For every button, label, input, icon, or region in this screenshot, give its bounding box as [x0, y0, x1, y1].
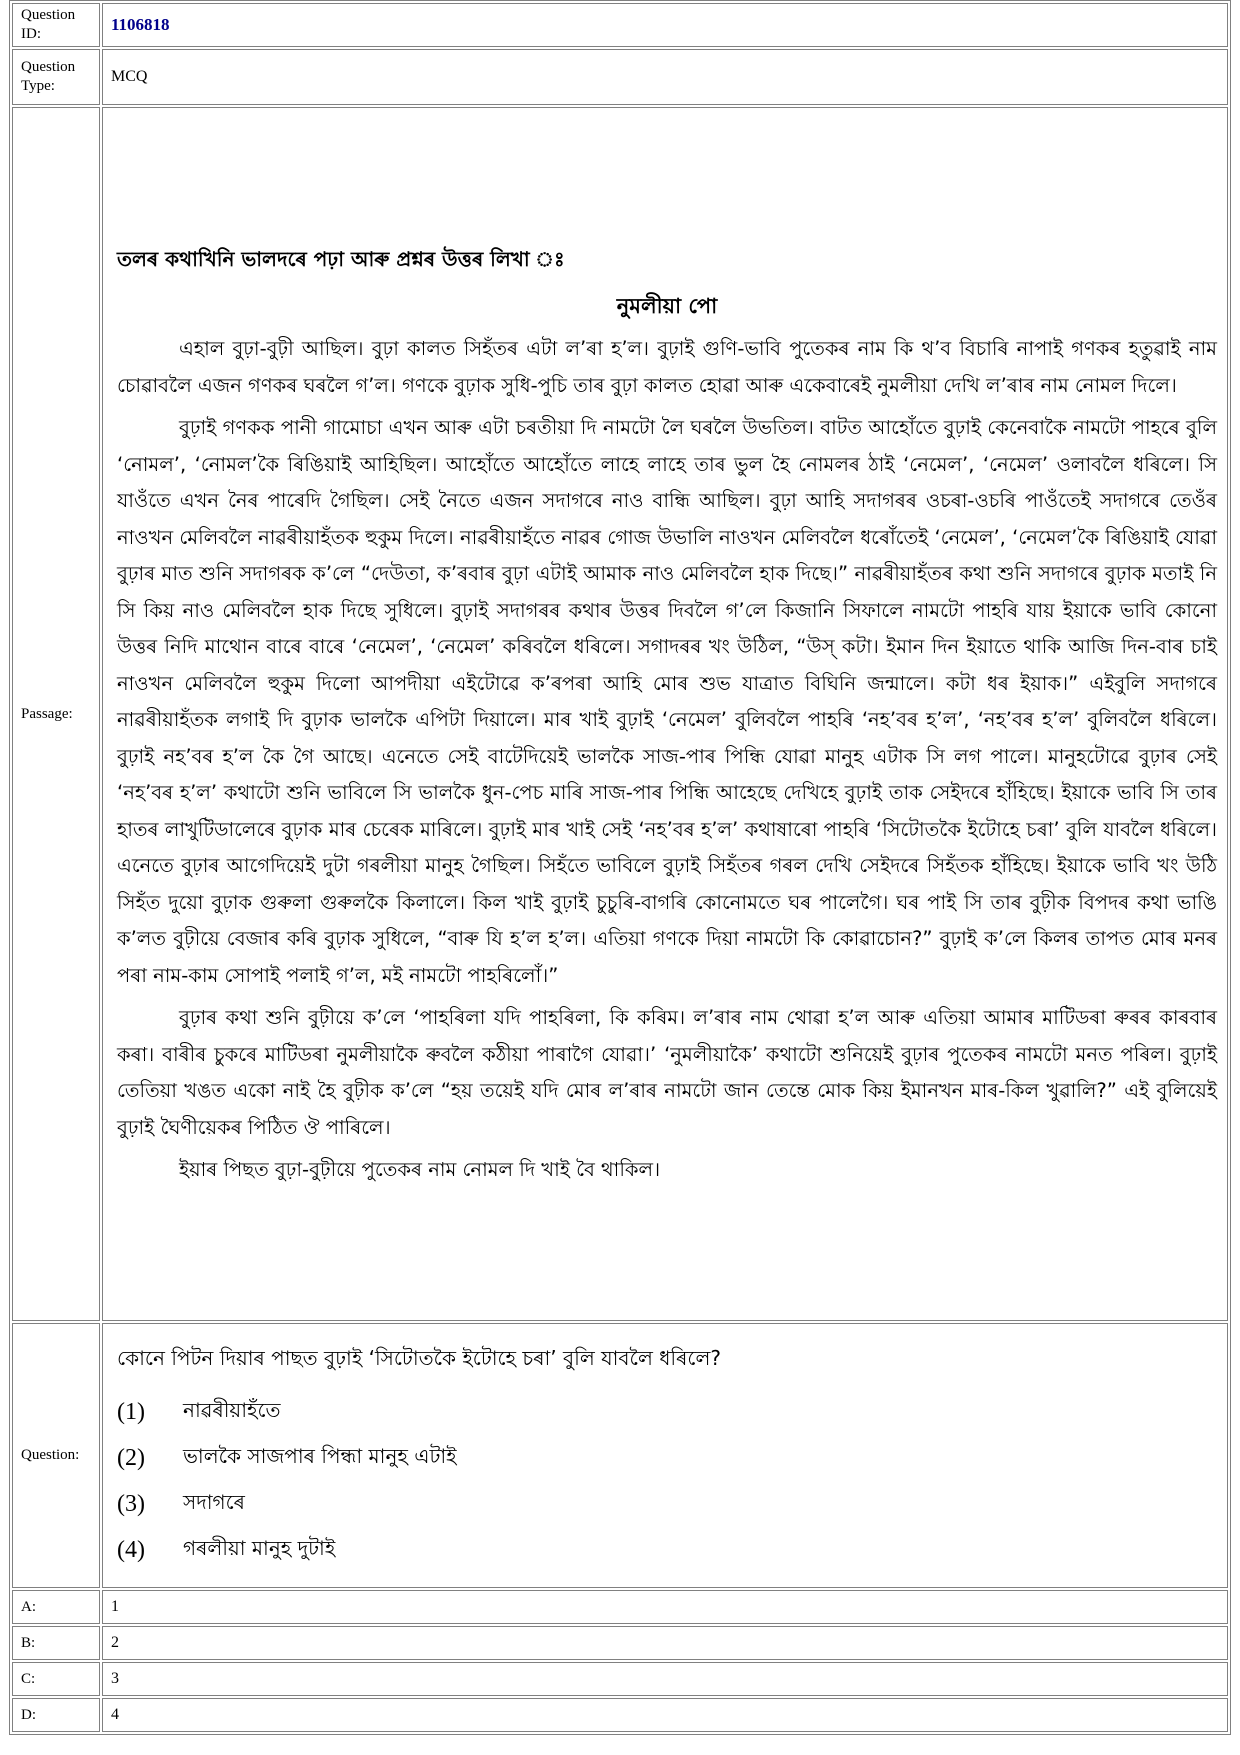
answer-row-a	[12, 1590, 1228, 1624]
question-table	[9, 0, 1231, 1735]
question-text: কোনে পিটন দিয়াৰ পাছত বুঢ়াই ‘সিটোতকৈ ইটোহে চৰা’ বুলি যাবলৈ ধৰিলে?	[117, 1346, 721, 1370]
option-text: সদাগৰে	[183, 1489, 245, 1514]
option-1	[117, 1389, 1217, 1435]
option-text: ভালকৈ সাজপাৰ পিন্ধা মানুহ এটাই	[183, 1443, 457, 1468]
answer-value: 4	[102, 1698, 1228, 1732]
question-cell	[102, 1323, 1228, 1588]
passage-paragraph: এহাল বুঢ়া-বুঢ়ী আছিল। বুঢ়া কালত সিহঁতৰ এটা ল’ৰা হ’ল। বুঢ়াই গুণি-ভাবি পুতেকৰ নাম কি থ’ব বিচাৰি নাপাই গণকৰ হতুৱাই নাম চোৱাবলৈ এজন গণকৰ ঘৰলৈ গ’ল। গণকে বুঢ়াক সুধি-পুচি তাৰ বুঢ়া কালত হোৱা আৰু একেবাৰেই নুমলীয়া দেখি ল’ৰাৰ নাম নোমল দিলে।	[117, 337, 1217, 397]
answer-label: C:	[12, 1662, 100, 1696]
option-text: নাৱৰীয়াহঁতে	[183, 1397, 281, 1422]
answer-value: 3	[102, 1662, 1228, 1696]
answer-label: B:	[12, 1626, 100, 1660]
passage-paragraph: ইয়াৰ পিছত বুঢ়া-বুঢ়ীয়ে পুতেকৰ নাম নোমল দি খাই বৈ থাকিল।	[179, 1158, 661, 1182]
answer-label: D:	[12, 1698, 100, 1732]
option-4	[117, 1527, 1217, 1573]
question-type-label: Question Type:	[12, 49, 100, 105]
answer-value: 2	[102, 1626, 1228, 1660]
question-id-label: Question ID:	[12, 3, 100, 47]
question-id-value: 1106818	[111, 15, 170, 34]
passage-instruction: তলৰ কথাখিনি ভালদৰে পঢ়া আৰু প্ৰশ্নৰ উত্তৰ লিখা ঃ	[117, 247, 565, 272]
passage-label: Passage:	[12, 107, 100, 1321]
option-number: (4)	[117, 1536, 145, 1563]
option-3	[117, 1481, 1217, 1527]
passage-paragraph: বুঢ়াৰ কথা শুনি বুঢ়ীয়ে ক’লে ‘পাহৰিলা যদি পাহৰিলা, কি কৰিম। ল’ৰাৰ নাম থোৱা হ’ল আৰু এতিয়া আমাৰ মাটিডৰা ৰুৰৰ কাৰবাৰ কৰা। বাৰীৰ চুকৰে মাটিডৰা নুমলীয়াকৈ ৰুবলৈ কঠীয়া পাৰাগৈ যোৱা।’ ‘নুমলীয়াকৈ’ কথাটো শুনিয়েই বুঢ়াৰ পুতেকৰ নামটো মনত পৰিল। বুঢ়াই তেতিয়া খঙত একো নাই হৈ বুঢ়ীক ক’লে “হয় তয়েই যদি মোৰ ল’ৰাৰ নামটো জান তেন্তে মোক কিয় ইমানখন মাৰ-কিল খুৱালি?” এই বুলিয়েই বুঢ়াই ঘৈণীয়েকৰ পিঠিত ঔ পাৰিলে।	[117, 1006, 1217, 1139]
question-type-row	[12, 49, 1228, 105]
question-row	[12, 1323, 1228, 1588]
option-number: (3)	[117, 1490, 145, 1517]
question-id-cell	[102, 3, 1228, 47]
answer-row-d	[12, 1698, 1228, 1732]
passage-title: নুমলীয়া পো	[616, 294, 718, 319]
passage-cell	[102, 107, 1228, 1321]
answer-label: A:	[12, 1590, 100, 1624]
passage-row	[12, 107, 1228, 1321]
question-id-row	[12, 3, 1228, 47]
answer-row-c	[12, 1662, 1228, 1696]
option-number: (2)	[117, 1444, 145, 1471]
passage-paragraph: বুঢ়াই গণকক পানী গামোচা এখন আৰু এটা চৰতীয়া দি নামটো লৈ ঘৰলৈ উভতিল। বাটত আহোঁতে বুঢ়াই কেনেবাকৈ নামটো পাহৰে বুলি ‘নোমল’, ‘নোমল’কৈ ৰিঙিয়াই আহিছিল। আহোঁতে আহোঁতে লাহে লাহে তাৰ ভুল হৈ নোমলৰ ঠাই ‘নেমেল’, ‘নেমেল’ ওলাবলৈ ধৰিলে। সি যাওঁতে এখন নৈৰ পাৰেদি গৈছিল। সেই নৈতে এজন সদাগৰে নাও বান্ধি আছিল। বুঢ়া আহি সদাগৰৰ ওচৰা-ওচৰি পাওঁতেই সদাগৰে তেওঁৰ নাওখন মেলিবলৈ নাৱৰীয়াহঁতক হুকুম দিলে। নাৱৰীয়াহঁতে নাৱৰ গোজ উভালি নাওখন মেলিবলৈ ধৰোঁতেই ‘নেমেল’, ‘নেমেল’কৈ ৰিঙিয়াই যোৱা বুঢ়াৰ মাত শুনি সদাগৰক ক’লে “দেউতা, ক’ৰবাৰ বুঢ়া এটাই আমাক নাও মেলিবলৈ হাক দিছে।” নাৱৰীয়াহঁতৰ কথা শুনি সদাগৰে বুঢ়াক মতাই নি সি কিয় নাও মেলিবলৈ হাক দিছে সুধিলে। বুঢ়াই সদাগৰৰ কথাৰ উত্তৰ দিবলৈ গ’লে কিজানি সিফালে নামটো পাহৰি যায় ইয়াকে ভাবি কোনো উত্তৰ নিদি মাথোন বাৰে বাৰে ‘নেমেল’, ‘নেমেল’ কৰিবলৈ ধৰিলে। সগাদৰৰ খং উঠিল, “উস্ কটা। ইমান দিন ইয়াতে থাকি আজি দিন-বাৰ চাই নাওখন মেলিবলৈ হুকুম দিলো আপদীয়া এইটোৱে ক’ৰপৰা আহি মোৰ শুভ যাত্ৰাত বিঘিনি জন্মালে। কটা ধৰ ইয়াক।” এইবুলি সদাগৰে নাৱৰীয়াহঁতক লগাই দি বুঢ়াক ভালকৈ এপিটা দিয়ালে। মাৰ খাই বুঢ়াই ‘নেমেল’ বুলিবলৈ পাহৰি ‘নহ’বৰ হ’ল’, ‘নহ’বৰ হ’ল’ বুলিবলৈ ধৰিলে। বুঢ়াই নহ’বৰ হ’ল কৈ গৈ আছে। এনেতে সেই বাটেদিয়েই ভালকৈ সাজ-পাৰ পিন্ধি যোৱা মানুহ এটাক সি লগ পালে। মানুহটোৱে বুঢ়াৰ সেই ‘নহ’বৰ হ’ল’ কথাটো শুনি ভাবিলে সি ভালকৈ ধুন-পেচ মাৰি সাজ-পাৰ পিন্ধি আহেছে দেখিহে বুঢ়াই তাক সেইদৰে হাঁহিছে। ইয়াকে ভাবি সি তাৰ হাতৰ লাখুটিডালেৰে বুঢ়াক মাৰ চেৰেক মাৰিলে। বুঢ়াই মাৰ খাই সেই ‘নহ’বৰ হ’ল’ কথাষাৰো পাহৰি ‘সিটোতকৈ ইটোহে চৰা’ বুলি যাবলৈ ধৰিলে। এনেতে বুঢ়াৰ আগেদিয়েই দুটা গৰলীয়া মানুহ গৈছিল। সিহঁতে ভাবিলে বুঢ়াই সিহঁতৰ গৰল দেখি সেইদৰে সিহঁতক হাঁহিছে। ইয়াকে ভাবি খং উঠি সিহঁত দুয়ো বুঢ়াক গুৰুলা গুৰুলকৈ কিলালে। কিল খাই বুঢ়াই চুচুৰি-বাগৰি কোনোমতে ঘৰ পালেগৈ। ঘৰ পাই সি তাৰ বুঢ়ীক বিপদৰ কথা ভাঙি ক’লত বুঢ়ীয়ে বেজাৰ কৰি বুঢ়াক সুধিলে, “বাৰু যি হ’ল হ’ল। এতিয়া গণকে দিয়া নামটো কি কোৱাচোন?” বুঢ়াই ক’লে কিলৰ তাপত মোৰ মনৰ পৰা নাম-কাম সোপাই পলাই গ’ল, মই নামটো পাহৰিলোঁ।”	[117, 416, 1217, 987]
option-2	[117, 1435, 1217, 1481]
option-number: (1)	[117, 1398, 145, 1425]
question-label: Question:	[12, 1323, 100, 1588]
option-text: গৰলীয়া মানুহ দুটাই	[183, 1535, 336, 1560]
question-type-value: MCQ	[102, 49, 1228, 105]
answer-value: 1	[102, 1590, 1228, 1624]
answer-row-b	[12, 1626, 1228, 1660]
